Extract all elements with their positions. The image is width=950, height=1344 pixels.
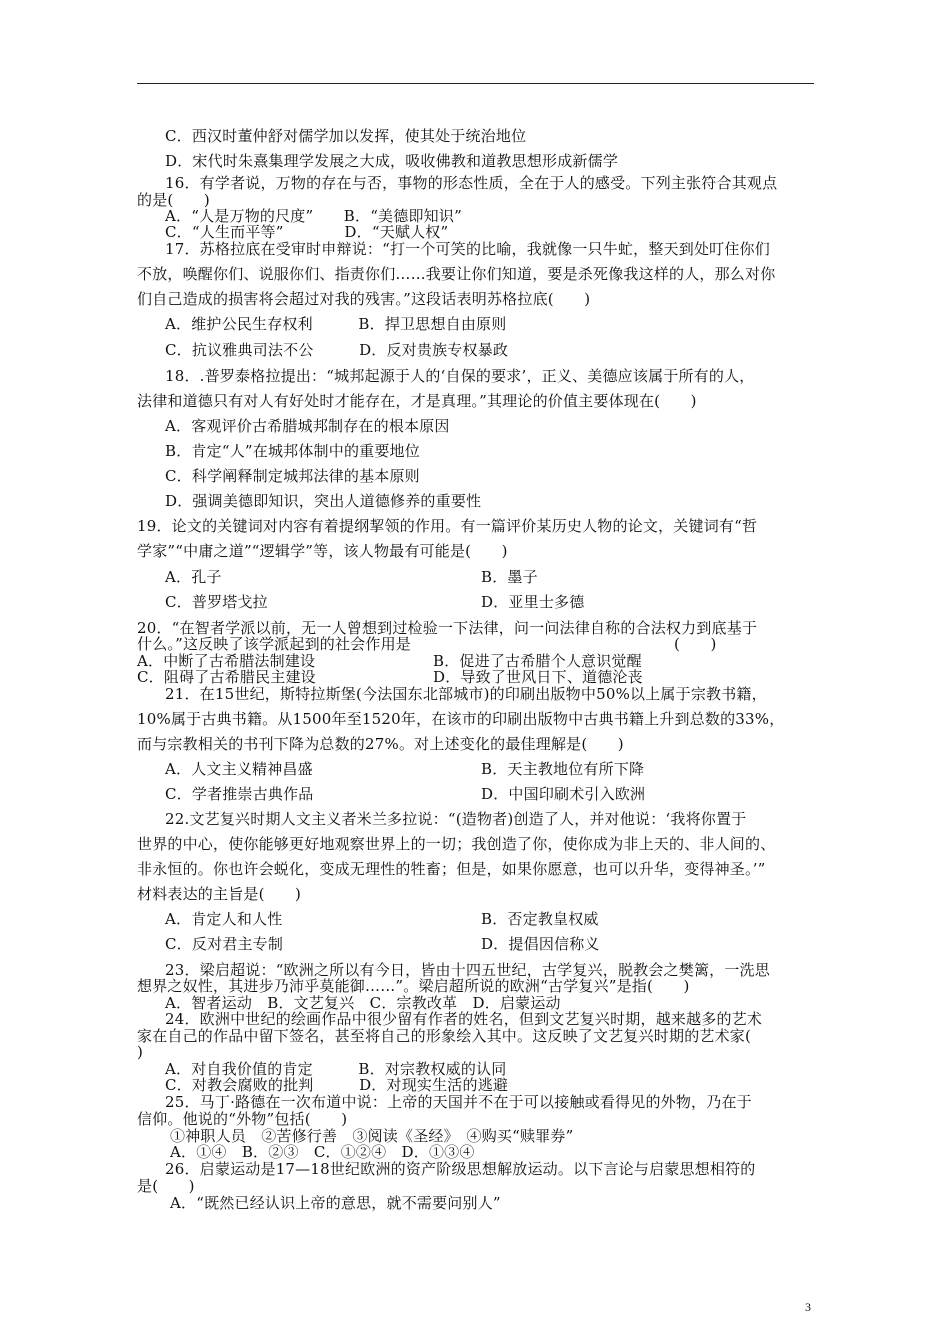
page-number: 3 [805, 1300, 811, 1314]
option-a: A．孔子 [165, 568, 222, 586]
option-line: C．抗议雅典司法不公 D．反对贵族专权暴政 [165, 341, 509, 359]
question-line: 学家”“中庸之道”“逻辑学”等，该人物最有可能是( ) [137, 542, 508, 560]
option-line: C．“人生而平等” D．“天赋人权” [165, 223, 449, 241]
option-c: C．学者推崇古典作品 [165, 785, 314, 803]
question-line: ) [137, 1043, 144, 1061]
question-line: 信仰。他说的“外物”包括( ) [137, 1110, 348, 1128]
question-line: 的是( ) [137, 191, 210, 209]
question-line: 什么。”这反映了该学派起到的社会作用是 [137, 635, 411, 653]
option-b: B．天主教地位有所下降 [481, 760, 645, 778]
question-line: 是( ) [137, 1177, 195, 1195]
option-line: A．智者运动 B．文艺复兴 C．宗教改革 D．启蒙运动 [165, 994, 561, 1012]
option-d: D．亚里士多德 [481, 593, 585, 611]
question-21: 21．在15世纪，斯特拉斯堡(今法国东北部城市)的印刷出版物中50%以上属于宗教书籍， [165, 685, 767, 703]
option-a: A．人文主义精神昌盛 [165, 760, 313, 778]
option-line: D．强调美德即知识，突出人道德修养的重要性 [165, 492, 482, 510]
question-17: 17．苏格拉底在受审时申辩说：“打一个可笑的比喻，我就像一只牛虻，整天到处叮住你们 [165, 240, 770, 258]
question-line: 不放，唤醒你们、说服你们、指责你们……我要让你们知道，要是杀死像我这样的人，那么对你 [137, 265, 776, 283]
option-line: A．“既然已经认识上帝的意思，就不需要问别人” [170, 1194, 501, 1212]
answer-blank: ( ) [674, 635, 717, 653]
question-line: 想界之奴性，其进步乃沛乎莫能御……”。梁启超所说的欧洲“古学复兴”是指( ) [137, 977, 690, 995]
question-18: 18．.普罗泰格拉提出：“城邦起源于人的‘自保的要求’，正义、美德应该属于所有的人， [165, 367, 755, 385]
option-line: C．科学阐释制定城邦法律的基本原则 [165, 467, 420, 485]
question-25: 25．马丁·路德在一次布道中说：上帝的天国并不在于可以接触或看得见的外物，乃在于 [165, 1093, 752, 1111]
question-19: 19．论文的关键词对内容有着提纲挈领的作用。有一篇评价某历史人物的论文，关键词有“哲 [137, 517, 758, 535]
question-23: 23．梁启超说：“欧洲之所以有今日，皆由十四五世纪，古学复兴，脱教会之樊篱，一洗思 [165, 961, 770, 979]
question-24: 24．欧洲中世纪的绘画作品中很少留有作者的姓名，但到文艺复兴时期，越来越多的艺术 [165, 1010, 763, 1028]
question-line: 10%属于古典书籍。从1500年至1520年，在该市的印刷出版物中古典书籍上升到总数的33%， [137, 710, 785, 728]
option-c: C．阻碍了古希腊民主建设 [137, 668, 316, 686]
option-line: B．肯定“人”在城邦体制中的重要地位 [165, 442, 420, 460]
question-line: 而与宗教相关的书刊下降为总数的27%。对上述变化的最佳理解是( ) [137, 735, 624, 753]
option-line: A．对自我价值的肯定 B．对宗教权威的认同 [165, 1060, 507, 1078]
option-line: A．客观评价古希腊城邦制存在的根本原因 [165, 417, 450, 435]
option-line: A．“人是万物的尺度” B．“美德即知识” [165, 207, 462, 225]
question-line: 们自己造成的损害将会超过对我的残害。”这段话表明苏格拉底( ) [137, 290, 591, 308]
option-line: A．①④ B．②③ C．①②④ D．①③④ [170, 1143, 475, 1161]
option-a: A．肯定人和人性 [165, 910, 283, 928]
option-line: C．西汉时董仲舒对儒学加以发挥，使其处于统治地位 [165, 127, 527, 145]
question-26: 26．启蒙运动是17—18世纪欧洲的资产阶级思想解放运动。以下言论与启蒙思想相符的 [165, 1160, 756, 1178]
option-c: C．普罗塔戈拉 [165, 593, 268, 611]
option-d: D．提倡因信称义 [481, 935, 600, 953]
question-20: 20．“在智者学派以前，无一人曾想到过检验一下法律，问一问法律自称的合法权力到底基于 [137, 619, 758, 637]
option-d: D．导致了世风日下、道德沦丧 [433, 668, 643, 686]
question-line: 世界的中心，使你能够更好地观察世界上的一切；我创造了你，使你成为非上天的、非人间的、 [137, 835, 776, 853]
option-b: B．否定教皇权威 [481, 910, 599, 928]
option-c: C．反对君主专制 [165, 935, 284, 953]
option-a: A．中断了古希腊法制建设 [137, 652, 316, 670]
option-line: ①神职人员 ②苦修行善 ③阅读《圣经》 ④购买“赎罪券” [170, 1127, 574, 1145]
question-line: 家在自己的作品中留下签名，甚至将自己的形象绘入其中。这反映了文艺复兴时期的艺术家( [137, 1027, 752, 1045]
option-line: C．对教会腐败的批判 D．对现实生活的逃避 [165, 1076, 509, 1094]
option-line: D．宋代时朱熹集理学发展之大成，吸收佛教和道教思想形成新儒学 [165, 152, 619, 170]
option-line: A．维护公民生存权利 B．捍卫思想自由原则 [165, 315, 507, 333]
option-b: B．墨子 [481, 568, 538, 586]
header-rule [137, 83, 814, 84]
question-line: 非永恒的。你也许会蜕化，变成无理性的牲畜；但是，如果你愿意，也可以升华，变得神圣。’” [137, 860, 766, 878]
question-line: 法律和道德只有对人有好处时才能存在，才是真理。”其理论的价值主要体现在( ) [137, 392, 697, 410]
question-16: 16．有学者说，万物的存在与否，事物的形态性质，全在于人的感受。下列主张符合其观点 [165, 174, 778, 192]
option-d: D．中国印刷术引入欧洲 [481, 785, 646, 803]
question-line: 材料表达的主旨是( ) [137, 885, 302, 903]
question-22: 22.文艺复兴时期人文主义者米兰多拉说：“(造物者)创造了人，并对他说：‘我将你置于 [165, 810, 747, 828]
option-b: B．促进了古希腊个人意识觉醒 [433, 652, 642, 670]
